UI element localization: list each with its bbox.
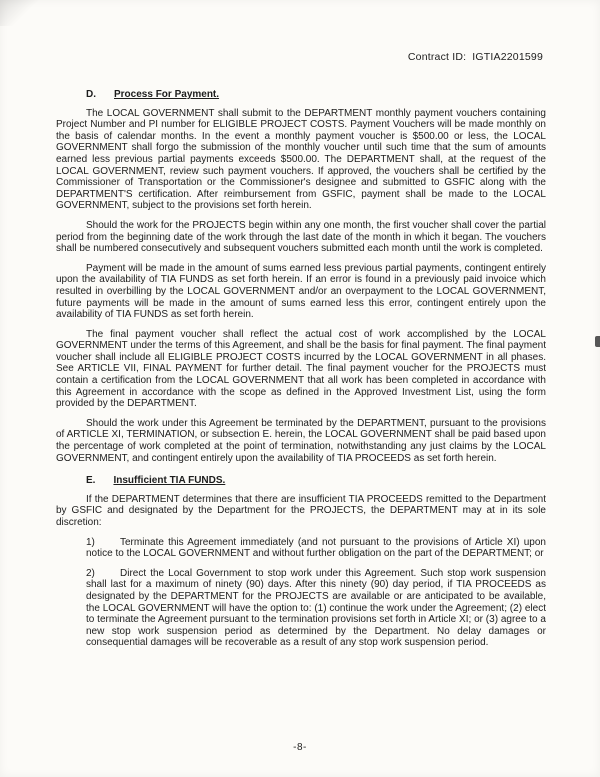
section-e-letter: E. xyxy=(86,475,96,487)
section-d-title: Process For Payment. xyxy=(114,89,220,100)
document-body xyxy=(56,89,546,657)
contract-id-label: Contract ID: xyxy=(407,51,467,63)
section-e-intro: If the DEPARTMENT determines that there are insufficient TIA PROCEEDS remitted to the Department by GSFIC and designated by the Department for the PROJECTS, the DEPARTMENT may at in its sole discretion: xyxy=(56,493,546,528)
section-e-title: Insufficient TIA FUNDS. xyxy=(113,475,226,487)
section-d-paragraph-4: The final payment voucher shall reflect the actual cost of work accomplished by the LOCAL GOVERNMENT under the terms of this Agreement, and shall be the basis for final payment. The final payment voucher shall include all ELIGIBLE PROJECT COSTS incurred by the LOCAL GOVERNMENT in all phases. See ARTICLE VII, FINAL PAYMENT for further detail. The final payment voucher for the PROJECTS must contain a certification from the LOCAL GOVERNMENT that all work has been completed in accordance with this Agreement in accordance with the scope as defined in the Approved Investment List, using the form provided by the DEPARTMENT. xyxy=(56,328,546,410)
section-d-paragraph-3: Payment will be made in the amount of sums earned less previous partial payments, contingent entirely upon the availability of TIA FUNDS as set forth herein. If an error is found in a previously paid invoice which resulted in overbilling by the LOCAL GOVERNMENT and/or an overpayment to the LOCAL GOVERNMENT, future payments will be made in the amount of sums earned less this error, contingent entirely upon the availability of TIA FUNDS as set forth herein. xyxy=(56,262,546,321)
page-number: -8- xyxy=(293,742,307,753)
contract-id-value: IGTIA2201599 xyxy=(472,51,543,63)
section-d-letter: D. xyxy=(86,89,96,100)
section-e-heading xyxy=(56,475,546,487)
section-d-heading xyxy=(56,89,546,101)
section-d-paragraph-5: Should the work under this Agreement be terminated by the DEPARTMENT, pursuant to the provisions of ARTICLE XI, TERMINATION, or subsection E. herein, the LOCAL GOVERNMENT shall be paid based upon the percentage of work completed at the point of termination, notwithstanding any just claims by the LOCAL GOVERNMENT, and contingent entirely upon the availability of TIA PROCEEDS as set forth herein. xyxy=(56,417,546,464)
scan-corner-artifact xyxy=(0,0,46,26)
contract-id xyxy=(408,51,543,63)
section-e-item-1 xyxy=(86,537,546,560)
item-1-text: Terminate this Agreement immediately (and not pursuant to the provisions of Article XI) upon notice to the LOCAL GOVERNMENT and without further obligation on the part of the DEPARTMENT; or xyxy=(86,536,546,560)
section-d-paragraph-1: The LOCAL GOVERNMENT shall submit to the DEPARTMENT monthly payment vouchers containing Project Number and PI number for ELIGIBLE PROJECT COSTS. Payment Vouchers will be made monthly on the basis of calendar months. In the event a monthly payment voucher is $500.00 or less, the LOCAL GOVERNMENT shall forgo the submission of the monthly voucher until such time that the sum of amounts earned less previous partial payments exceeds $500.00. The DEPARTMENT shall, at the request of the LOCAL GOVERNMENT, review such payment vouchers. If approved, the vouchers shall be certified by the Commissioner of Transportation or the Commissioner's designee and submitted to GSFIC along with the DEPARTMENT'S certification. After reimbursement from GSFIC, payment shall be made to the LOCAL GOVERNMENT, subject to the provisions set forth herein. xyxy=(56,107,546,212)
item-1-number: 1) xyxy=(86,536,95,548)
item-2-text: Direct the Local Government to stop work under this Agreement. Such stop work suspension shall last for a maximum of ninety (90) days. After this ninety (90) day period, if TIA PROCEEDS as designated by the DEPARTMENT for the PROJECTS are available or are anticipated to be available, the LOCAL GOVERNMENT will have the option to: (1) continue the work under the Agreement; (2) elect to terminate the Agreement pursuant to the termination provisions set forth in Article XI; or (3) agree to a new stop work suspension period as determined by the Department. No delay damages or consequential damages will be recoverable as a result of any stop work suspension period. xyxy=(86,567,546,649)
item-2-number: 2) xyxy=(86,567,95,579)
section-d-paragraph-2: Should the work for the PROJECTS begin within any one month, the first voucher shall cover the partial period from the beginning date of the work through the last date of the month in which it began. The vouchers shall be numbered consecutively and subsequent vouchers submitted each month until the work is completed. xyxy=(56,219,546,255)
scan-edge-artifact xyxy=(595,336,600,347)
section-e-item-2 xyxy=(86,568,546,649)
